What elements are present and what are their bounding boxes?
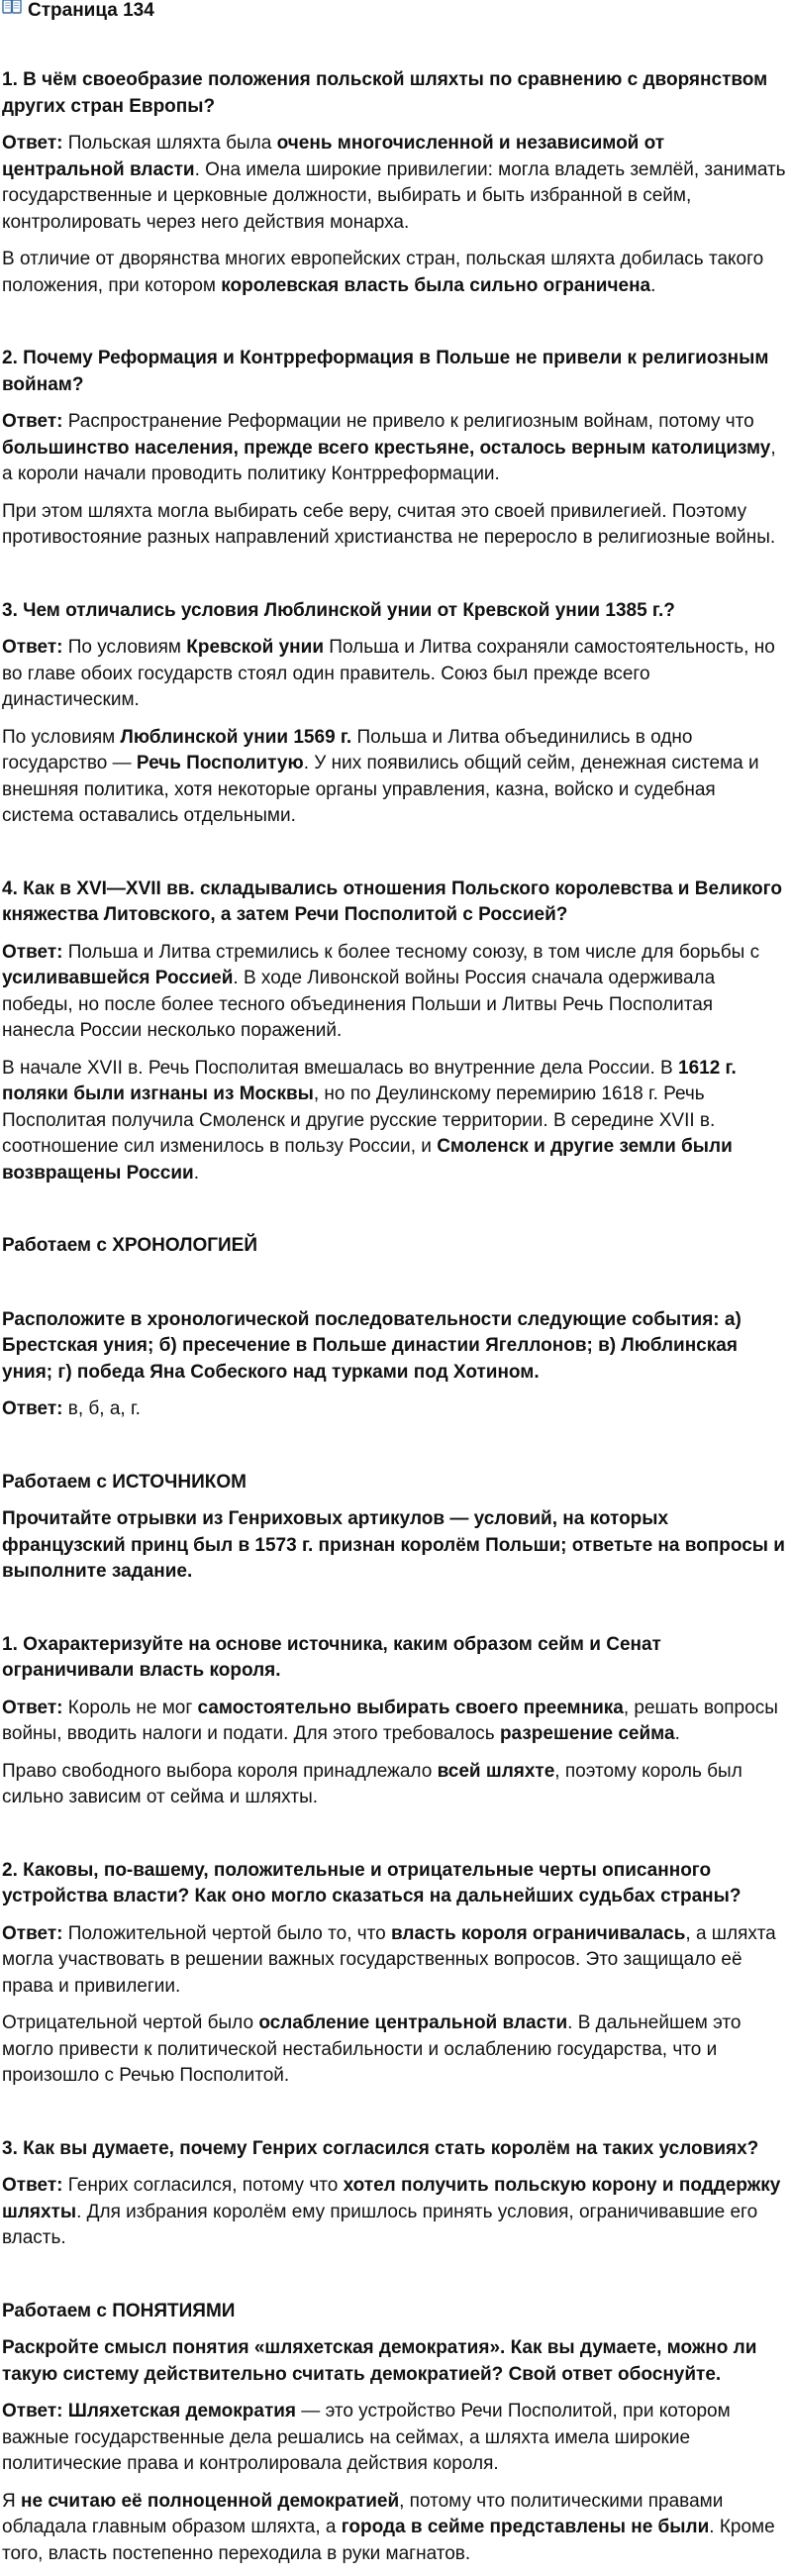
answer-label: Ответ: — [2, 2175, 63, 2196]
text-run: , но по Деулинскому перемирию 1618 г. Речь Посполитая получила Смоленск и другие русские территории. В середине XVII в. соотношение сил изменилось в пользу России, и — [2, 1083, 716, 1157]
source-section — [2, 1632, 788, 2252]
text-run: . В ходе Ливонской войны Россия сначала одерживала победы, но после более тесного объединения Польши и Литвы Речь Посполитая нанесла России несколько поражений. — [2, 968, 716, 1041]
emphasis-text: самостоятельно выбирать своего преемника — [197, 1697, 624, 1718]
chronology-task: Расположите в хронологической последовательности следующие события: а) Брестская уния; б) пресечение в Польше династии Ягеллонов; в) Люблинская уния; г) победа Яна Собеского над турками под Хотином. — [2, 1308, 742, 1383]
qa-section — [2, 67, 788, 1186]
text-run: . В дальнейшем это могло привести к политической нестабильности и ослаблению государства, что и произошло с Речью Посполитой. — [2, 2012, 742, 2086]
chronology-answer-text: в, б, а, г. — [67, 1398, 141, 1419]
question: 3. Как вы думаете, почему Генрих согласился стать королём на таких условиях? — [2, 2137, 759, 2159]
question: 1. В чём своеобразие положения польской шляхты по сравнению с дворянством других стран Европы? — [2, 69, 768, 117]
concepts-heading: Работаем с ПОНЯТИЯМИ — [2, 2300, 236, 2321]
answer-paragraph — [2, 499, 788, 552]
text-run: , поэтому король был сильно зависим от сейма и шляхты. — [2, 1760, 742, 1807]
text-run: , а шляхта могла участвовать в решении важных государственных вопросов. Это защищало её права и привилегии. — [2, 1922, 776, 1997]
text-run: Генрих согласился, потому что — [67, 2175, 344, 2196]
open-book-icon — [2, 0, 22, 24]
answer-paragraph — [2, 2010, 788, 2090]
emphasis-text: очень многочисленной и независимой от центральной власти — [2, 133, 665, 180]
answer-label: Ответ: — [2, 1398, 63, 1419]
emphasis-text: Смоленск и другие земли были возвращены России — [2, 1136, 733, 1184]
answer-label: Ответ: — [2, 2401, 63, 2421]
text-run: По условиям — [2, 726, 121, 748]
answer — [2, 635, 788, 714]
answer-label: Ответ: — [2, 411, 63, 432]
text-run: — это устройство Речи Посполитой, при котором важные государственные дела решались на сеймах, а шляхта имела широкие политические права и контролировала действия короля. — [2, 2401, 731, 2474]
text-run: . — [650, 274, 656, 296]
text-run: Польша и Литва стремились к более тесному союзу, в том числе для борьбы с — [67, 941, 760, 963]
chronology-answer — [2, 1396, 788, 1423]
text-run: Я — [2, 2490, 21, 2512]
emphasis-text: Кревской унии — [186, 637, 325, 658]
emphasis-text: большинство населения, прежде всего крестьяне, осталось верным католицизму — [2, 437, 771, 459]
question: 3. Чем отличались условия Люблинской унии от Кревской унии 1385 г.? — [2, 599, 675, 621]
answer-paragraph — [2, 247, 788, 299]
text-run: Отрицательной чертой было — [2, 2012, 259, 2033]
text-run: Положительной чертой было то, что — [67, 1922, 391, 1944]
page-title — [2, 0, 788, 24]
emphasis-text: ослабление центральной власти — [258, 2012, 568, 2033]
text-run: Право свободного выбора короля принадлежало — [2, 1760, 438, 1782]
text-run: В отличие от дворянства многих европейских стран, польская шляхта добилась такого положения, при котором — [2, 249, 764, 296]
answer-label: Ответ: — [2, 1697, 63, 1718]
answer-paragraph — [2, 1056, 788, 1187]
emphasis-text: города в сейме представлены не были — [341, 2517, 710, 2537]
text-run: . Кроме того, власть постепенно переходила в руки магнатов. — [2, 2517, 775, 2564]
text-run: , а короли начали проводить политику Контрреформации. — [2, 437, 776, 484]
page-title-text: Страница 134 — [28, 0, 154, 21]
answer-label: Ответ: — [2, 637, 63, 658]
question: 2. Почему Реформация и Контрреформация в Польше не привели к религиозным войнам? — [2, 348, 769, 395]
answer — [2, 2173, 788, 2252]
question: 4. Как в XVI—XVII вв. складывались отношения Польского королевства и Великого княжества Литовского, а затем Речи Посполитой с Россией? — [2, 877, 782, 925]
source-heading: Работаем с ИСТОЧНИКОМ — [2, 1471, 247, 1493]
question: 2. Каковы, по-вашему, положительные и отрицательные черты описанного устройства власти? Как оно могло сказаться на дальнейших судьбах страны? — [2, 1859, 742, 1906]
text-run: Польша и Литва объединились в одно государство — — [2, 726, 693, 773]
text-run: . Она имела широкие привилегии: могла владеть землёй, занимать государственные и церковные должности, выбирать и быть избранной в сейм, контролировать через него действия монарха. — [2, 158, 786, 233]
emphasis-text: Люблинской унии 1569 г. — [120, 726, 352, 748]
text-run: Польская шляхта была — [67, 133, 277, 154]
emphasis-text: власть короля ограничивалась — [391, 1922, 686, 1944]
emphasis-text: не считаю её полноценной демократией — [21, 2490, 400, 2512]
answer — [2, 940, 788, 1045]
emphasis-text: разрешение сейма — [499, 1723, 675, 1744]
emphasis-text: хотел получить польскую корону и поддержку шляхты — [2, 2175, 781, 2222]
concepts-paragraphs — [2, 2489, 788, 2568]
text-run: Польша и Литва сохраняли самостоятельность, но во главе обоих государств стоял один правитель. Союз был прежде всего династическим. — [2, 637, 775, 710]
concepts-task: Раскройте смысл понятия «шляхетская демократия». Как вы думаете, можно ли такую систему действительно считать демократией? Свой ответ обоснуйте. — [2, 2337, 757, 2385]
chronology-heading: Работаем с ХРОНОЛОГИЕЙ — [2, 1235, 257, 1256]
text-run: Король не мог — [67, 1697, 198, 1718]
emphasis-text: всей шляхте — [437, 1760, 555, 1782]
answer-paragraph — [2, 725, 788, 830]
text-run: , решать вопросы войны, вводить налоги и подати. Для этого требовалось — [2, 1697, 778, 1744]
emphasis-text: Речь Посполитую — [136, 753, 304, 773]
emphasis-text: королевская власть была сильно ограничена — [221, 274, 651, 296]
text-run: По условиям — [67, 637, 187, 658]
text-run: Распространение Реформации не привело к религиозным войнам, потому что — [67, 411, 754, 432]
answer-paragraph — [2, 1759, 788, 1811]
text-run: . Для избрания королём ему пришлось принять условия, ограничивавшие его власть. — [2, 2201, 758, 2248]
text-run: При этом шляхта могла выбирать себе веру, считая это своей привилегией. Поэтому противостояние разных направлений христианства не переросло в религиозные войны. — [2, 500, 776, 548]
emphasis-text: 1612 г. поляки были изгнаны из Москвы — [2, 1057, 737, 1104]
question: 1. Охарактеризуйте на основе источника, каким образом сейм и Сенат ограничивали власть короля. — [2, 1633, 661, 1681]
answer-label: Ответ: — [2, 1922, 63, 1944]
answer — [2, 1921, 788, 2001]
emphasis-text: Шляхетская демократия — [67, 2401, 297, 2421]
answer-label: Ответ: — [2, 941, 63, 963]
answer — [2, 1696, 788, 1748]
text-run: . У них появились общий сейм, денежная система и внешняя политика, хотя некоторые органы управления, казна, войско и судебная система оставались отдельными. — [2, 753, 759, 826]
source-intro: Прочитайте отрывки из Генриховых артикулов — условий, на которых французский принц был в 1573 г. признан королём Польши; ответьте на вопросы и выполните задание. — [2, 1508, 785, 1582]
answer — [2, 409, 788, 488]
concepts-answer — [2, 2399, 788, 2478]
answer-paragraph — [2, 2489, 788, 2568]
answer — [2, 131, 788, 236]
answer-label: Ответ: — [2, 133, 63, 154]
text-run: . — [193, 1162, 199, 1184]
text-run: . — [674, 1723, 680, 1744]
text-run: В начале XVII в. Речь Посполитая вмешалась во внутренние дела России. В — [2, 1057, 678, 1079]
text-run: , потому что политическими правами обладала главным образом шляхта, а — [2, 2490, 724, 2537]
emphasis-text: усиливавшейся Россией — [2, 968, 234, 988]
